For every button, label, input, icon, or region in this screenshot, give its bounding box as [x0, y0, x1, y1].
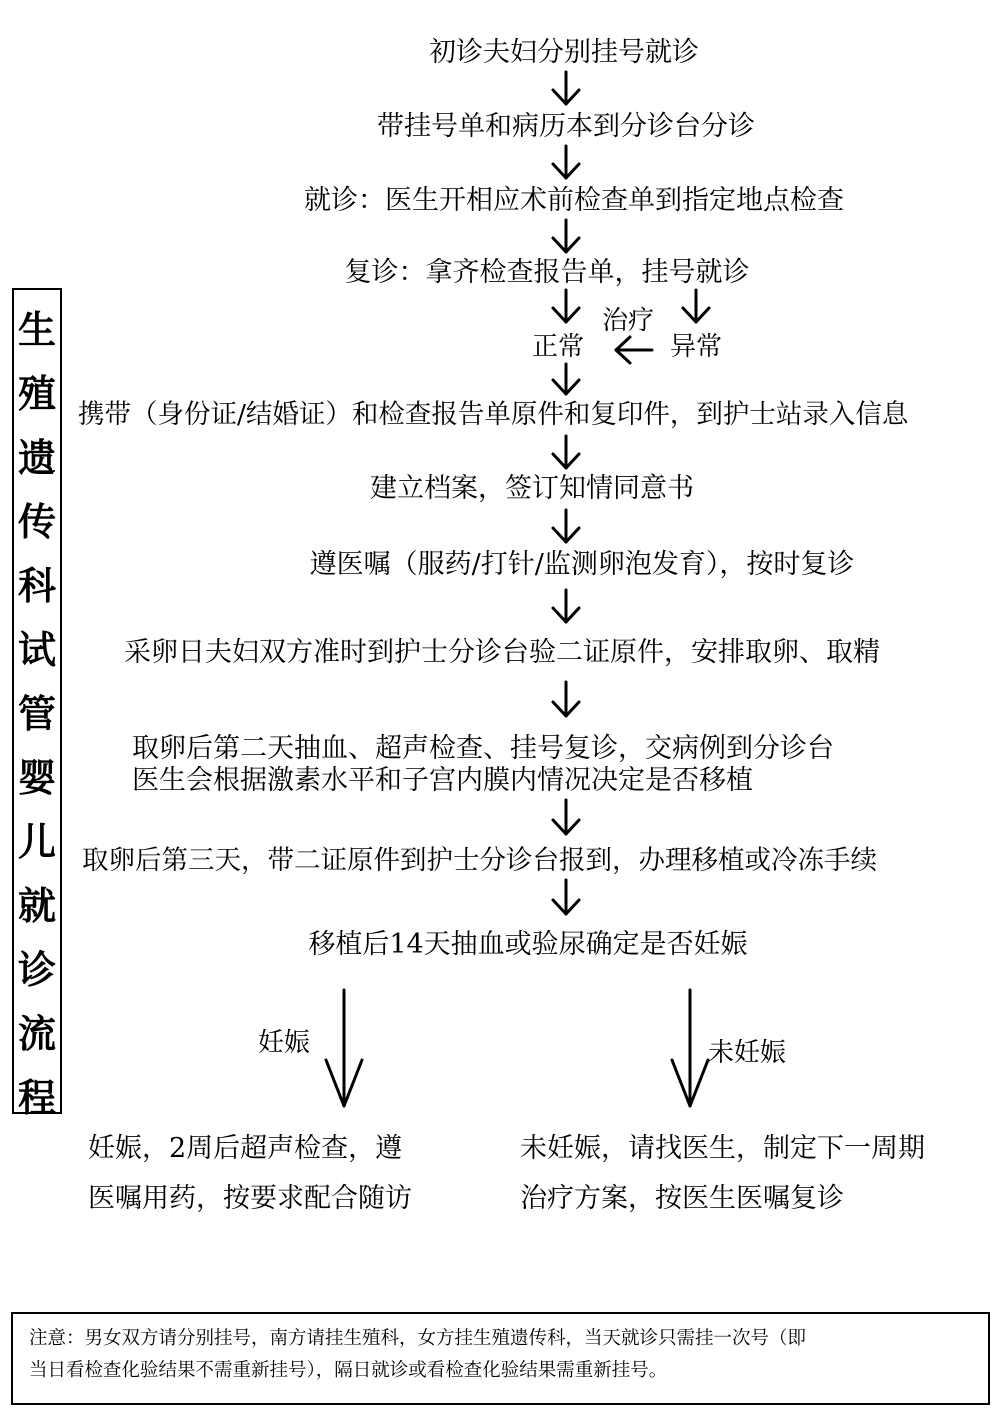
step-pregnancy-test: 移植后14天抽血或验尿确定是否妊娠: [308, 929, 748, 960]
arrow-down-icon: [553, 800, 579, 834]
step-day-two-line1: 取卵后第二天抽血、超声检查、挂号复诊，交病例到分诊台: [132, 733, 834, 764]
arrow-down-long-icon: [672, 990, 708, 1106]
step-day-two-line2: 医生会根据激素水平和子宫内膜内情况决定是否移植: [132, 765, 753, 796]
arrow-down-icon: [553, 880, 579, 914]
step-nurse-station-register: 携带（身份证/结婚证）和检查报告单原件和复印件，到护士站录入信息: [78, 399, 909, 430]
notice-box: [11, 1312, 990, 1405]
arrow-down-icon: [553, 290, 579, 322]
side-title: 生 殖 遗 传 科 试 管 婴 儿 就 诊 流 程: [17, 307, 56, 1120]
step-egg-retrieval-day: 采卵日夫妇双方准时到护士分诊台验二证原件，安排取卵、取精: [124, 637, 880, 668]
step-day-three: 取卵后第三天，带二证原件到护士分诊台报到，办理移植或冷冻手续: [82, 845, 877, 876]
arrow-down-icon: [553, 510, 579, 542]
pregnant-instruction-line1: 妊娠，2周后超声检查，遵: [88, 1133, 403, 1164]
arrow-left-icon: [616, 337, 652, 363]
pregnant-instruction-line2: 医嘱用药，按要求配合随访: [88, 1183, 412, 1214]
treatment-label: 治疗: [602, 306, 655, 336]
arrow-down-icon: [553, 436, 579, 468]
not-pregnant-instruction-line1: 未妊娠，请找医生，制定下一周期: [520, 1133, 925, 1164]
side-title-box: [12, 288, 62, 1120]
not-pregnant-instruction-line2: 治疗方案，按医生医嘱复诊: [520, 1183, 844, 1214]
arrow-down-icon: [553, 72, 579, 104]
step-create-file: 建立档案，签订知情同意书: [370, 473, 694, 504]
arrow-down-icon: [553, 682, 579, 716]
step-revisit: 复诊：拿齐检查报告单，挂号就诊: [344, 257, 750, 288]
branch-pregnant-label: 妊娠: [258, 1028, 311, 1058]
step-initial-registration: 初诊夫妇分别挂号就诊: [429, 37, 699, 68]
notice-line-2: 当日看检查化验结果不需重新挂号），隔日就诊或看检查化验结果需重新挂号。: [29, 1360, 668, 1381]
arrow-down-icon: [553, 364, 579, 394]
arrow-down-icon: [683, 290, 709, 322]
step-follow-advice: 遵医嘱（服药/打针/监测卵泡发育），按时复诊: [309, 549, 855, 580]
arrow-down-long-icon: [326, 990, 362, 1106]
arrow-down-icon: [553, 146, 579, 178]
branch-not-pregnant-label: 未妊娠: [708, 1038, 787, 1068]
step-preop-exam: 就诊：医生开相应术前检查单到指定地点检查: [304, 185, 844, 216]
arrow-down-icon: [553, 590, 579, 622]
result-abnormal-label: 异常: [670, 332, 723, 362]
result-normal-label: 正常: [532, 332, 585, 362]
notice-line-1: 注意：男女双方请分别挂号，南方请挂生殖科，女方挂生殖遗传科，当天就诊只需挂一次号（即: [29, 1328, 807, 1349]
arrow-down-icon: [553, 220, 579, 252]
step-triage: 带挂号单和病历本到分诊台分诊: [377, 111, 755, 142]
